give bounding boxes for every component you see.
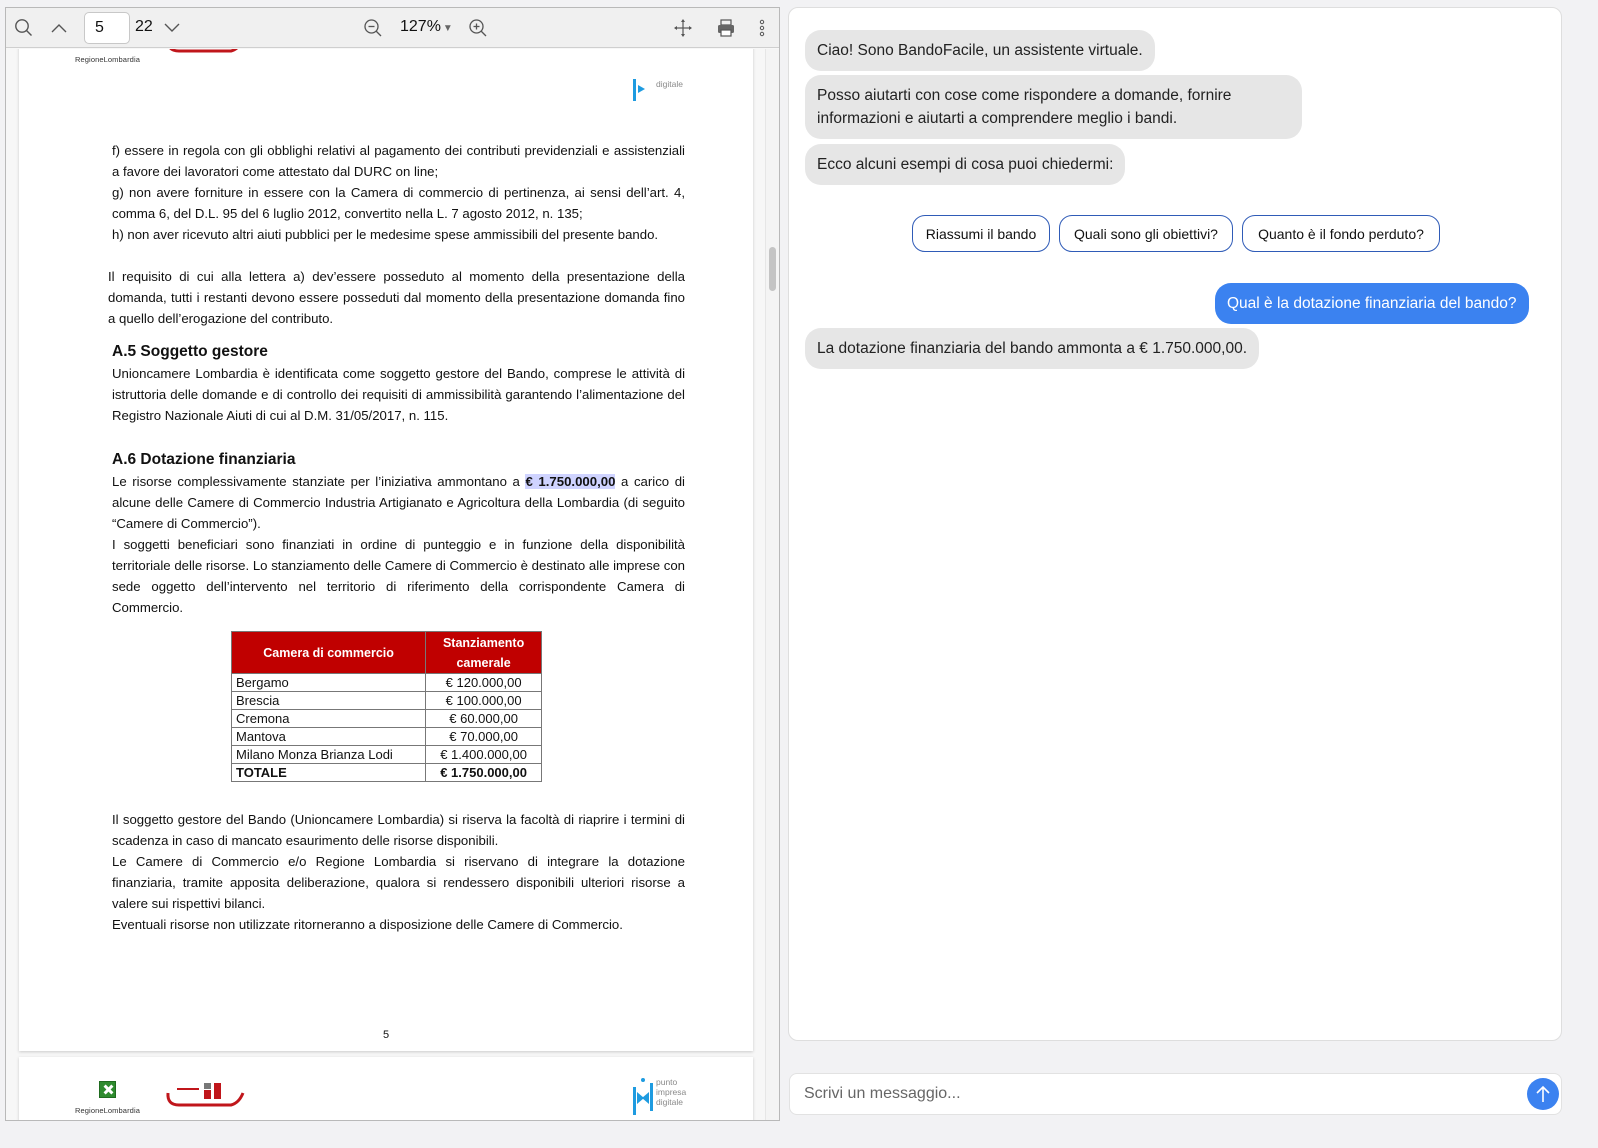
pdf-page (19, 49, 753, 1051)
chevron-down-icon[interactable] (160, 16, 184, 40)
table-row: Cremona € 60.000,00 (232, 710, 542, 728)
section-a6-body: Le risorse complessivamente stanziate per l’iniziativa ammontano a € 1.750.000,00 a carico di alcune delle Camere di Commercio Industria Artigianato e Agricoltura della Lombardia (di seguito “Camere di Commercio”). (112, 474, 685, 531)
pdf-scrollbar-thumb[interactable] (769, 247, 776, 291)
table-header: Stanziamento camerale (426, 632, 542, 674)
zoom-out-icon[interactable] (361, 16, 385, 40)
allocation-table (231, 631, 542, 782)
pdf-scrollbar[interactable] (765, 49, 779, 1121)
suggestion-riassumi[interactable]: Riassumi il bando (912, 215, 1050, 252)
section-a5-body: Unioncamere Lombardia è identificata come soggetto gestore del Bando, comprese le attività di istruttoria delle domande e di controllo dei requisiti di ammissibilità garantendo l’alimentazione del Registro Nazionale Aiuti di cui al D.M. 31/05/2017, n. 115. (112, 366, 685, 423)
zoom-in-icon[interactable] (466, 16, 490, 40)
punto-impresa-digitale-logo: digitale (633, 79, 683, 117)
section-a6-body-2: I soggetti beneficiari sono finanziati in ordine di punteggio e in funzione della disponibilità territoriale delle risorse. Lo stanziamento delle Camere di Commercio è destinato alle imprese con sede oggetto dell’intervento nel territorio di riferimento della corrispondente Camera di Commercio. (112, 537, 685, 615)
table-row-total: TOTALE € 1.750.000,00 (232, 764, 542, 782)
arrow-up-icon (1535, 1085, 1551, 1103)
paragraph-integrazione: Le Camere di Commercio e/o Regione Lombardia si riservano di integrare la dotazione finanziaria, tramite apposita deliberazione, qualora si rendessero disponibili ulteriori risorse a valere sui rispettivi bilanci. (112, 854, 685, 911)
user-message: Qual è la dotazione finanziaria del bando? (1215, 283, 1529, 324)
table-row: Milano Monza Brianza Lodi € 1.400.000,00 (232, 746, 542, 764)
unioncamere-logo (165, 1079, 245, 1109)
table-row: Bergamo € 120.000,00 (232, 674, 542, 692)
page-number-input[interactable] (84, 12, 130, 44)
section-heading-a6: A.6 Dotazione finanziaria (112, 451, 296, 468)
paragraph-h: h) non aver ricevuto altri aiuti pubblici per le medesime spese ammissibili del presente bando. (112, 227, 659, 242)
paragraph-requisito: Il requisito di cui alla lettera a) dev’essere posseduto al momento della presentazione della domanda, tutti i restanti devono essere posseduti dal momento della presentazione domanda fino a quello dell’erogazione del contributo. (108, 269, 685, 326)
assistant-message: La dotazione finanziaria del bando ammonta a € 1.750.000,00. (805, 328, 1259, 369)
pdf-document-area[interactable] (6, 49, 766, 1121)
suggestion-fondo-perduto[interactable]: Quanto è il fondo perduto? (1242, 215, 1440, 252)
message-composer (789, 1073, 1562, 1115)
assistant-message: Ecco alcuni esempi di cosa puoi chiedermi: (805, 144, 1125, 185)
pan-icon[interactable] (671, 16, 695, 40)
send-button[interactable] (1527, 1078, 1559, 1110)
chat-panel (788, 7, 1562, 1041)
unioncamere-logo (165, 49, 245, 61)
table-header: Camera di commercio (232, 632, 426, 674)
pdf-page-next (19, 1057, 753, 1121)
suggestion-obiettivi[interactable]: Quali sono gli obiettivi? (1059, 215, 1233, 252)
regione-lombardia-logo: RegioneLombardia (75, 1081, 140, 1121)
pdf-toolbar (6, 8, 779, 48)
paragraph-risorse: Eventuali risorse non utilizzate ritorneranno a disposizione delle Camere di Commercio. (112, 917, 623, 932)
page-number: 5 (382, 1029, 390, 1041)
table-row: Mantova € 70.000,00 (232, 728, 542, 746)
table-row: Brescia € 100.000,00 (232, 692, 542, 710)
paragraph-f: f) essere in regola con gli obblighi relativi al pagamento dei contributi previdenziali e assistenziali a favore dei lavoratori come attestato dal DURC on line; (112, 143, 685, 179)
zoom-level-value: 127% (400, 18, 441, 35)
assistant-message: Posso aiutarti con cose come rispondere a domande, fornire informazioni e aiutarti a comprendere meglio i bandi. (805, 75, 1302, 139)
paragraph-g: g) non avere forniture in essere con la Camera di commercio di pertinenza, ai sensi dell’art. 4, comma 6, del D.L. 95 del 6 luglio 2012, convertito nella L. 7 agosto 2012, n. 135; (112, 185, 685, 221)
highlighted-amount: € 1.750.000,00 (525, 474, 616, 489)
section-heading-a5: A.5 Soggetto gestore (112, 343, 268, 360)
page-total: 22 (135, 18, 153, 35)
message-input[interactable] (804, 1074, 1504, 1114)
punto-impresa-digitale-logo: punto impresa digitale (633, 1077, 686, 1115)
pdf-viewer (5, 7, 780, 1121)
regione-lombardia-logo: RegioneLombardia (75, 49, 140, 70)
caret-down-icon: ▼ (442, 23, 453, 34)
more-vertical-icon[interactable] (750, 16, 774, 40)
search-icon[interactable] (12, 16, 36, 40)
print-icon[interactable] (714, 16, 738, 40)
assistant-message: Ciao! Sono BandoFacile, un assistente virtuale. (805, 30, 1155, 71)
zoom-level-dropdown[interactable] (400, 18, 453, 36)
chevron-up-icon[interactable] (47, 16, 71, 40)
paragraph-riapertura: Il soggetto gestore del Bando (Unioncamere Lombardia) si riserva la facoltà di riaprire i termini di scadenza in caso di mancato esaurimento delle risorse disponibili. (112, 812, 685, 848)
